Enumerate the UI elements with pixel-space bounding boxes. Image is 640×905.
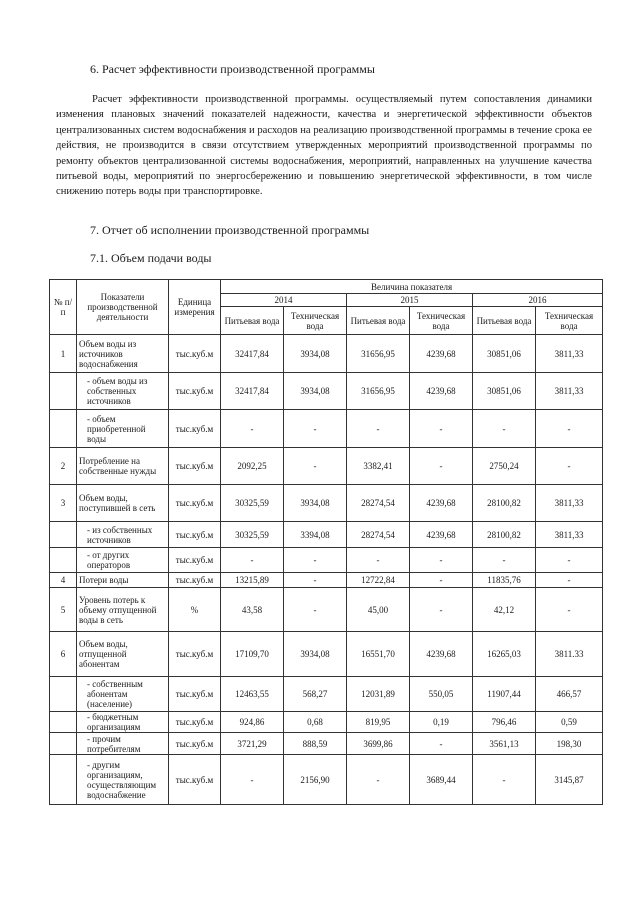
table-row <box>50 410 603 448</box>
row-value: 0,19 <box>410 712 473 733</box>
table-row <box>50 522 603 548</box>
row-value: - <box>284 548 347 573</box>
row-value: 3561,13 <box>473 733 536 755</box>
row-indicator: Уровень потерь к объему отпущенной воды в сеть <box>77 588 169 632</box>
row-value: 3811,33 <box>536 335 603 373</box>
header-year-2015: 2015 <box>347 294 473 307</box>
row-indicator: - объем воды из собственных источников <box>77 373 169 410</box>
row-unit: тыс.куб.м <box>169 448 221 485</box>
row-value: 4239,68 <box>410 485 473 522</box>
row-value: - <box>410 573 473 588</box>
row-indicator: - объем приобретенной воды <box>77 410 169 448</box>
row-value: 3699,86 <box>347 733 410 755</box>
row-unit: тыс.куб.м <box>169 485 221 522</box>
row-value: 3394,08 <box>284 522 347 548</box>
row-value: 42,12 <box>473 588 536 632</box>
row-value: 2750,24 <box>473 448 536 485</box>
row-value: - <box>347 548 410 573</box>
row-value: 796,46 <box>473 712 536 733</box>
row-number <box>50 410 77 448</box>
header-drink-2014: Питьевая вода <box>221 307 284 335</box>
table-row <box>50 335 603 373</box>
row-value: - <box>284 410 347 448</box>
row-number: 4 <box>50 573 77 588</box>
row-number: 2 <box>50 448 77 485</box>
row-value: 3145,87 <box>536 755 603 805</box>
section-6-heading: 6. Расчет эффективности производственной программы <box>90 62 375 76</box>
row-value: - <box>221 410 284 448</box>
row-indicator: - из собственных источников <box>77 522 169 548</box>
row-value: 28100,82 <box>473 485 536 522</box>
row-value: 0,68 <box>284 712 347 733</box>
table-row <box>50 573 603 588</box>
row-value: 4239,68 <box>410 373 473 410</box>
row-value: - <box>473 548 536 573</box>
row-number: 1 <box>50 335 77 373</box>
row-value: - <box>284 588 347 632</box>
row-value: 924,86 <box>221 712 284 733</box>
header-year-2014: 2014 <box>221 294 347 307</box>
row-value: 4239,68 <box>410 632 473 677</box>
header-tech-2016: Техническая вода <box>536 307 603 335</box>
header-tech-2014: Техническая вода <box>284 307 347 335</box>
row-value: 0,59 <box>536 712 603 733</box>
row-value: 3382,41 <box>347 448 410 485</box>
row-value: 32417,84 <box>221 335 284 373</box>
header-drink-2015: Питьевая вода <box>347 307 410 335</box>
section-6-paragraph: Расчет эффективности производственной программы. осуществляемый путем сопоставления динамики изменения плановых значений показателей надежности, качества и энергетической эффективности объектов централизованных систем водоснабжения и расходов на реализацию производственной программы в течение срока ее действия, не производится в связи отсутствием утвержденных мероприятий производственной программы по ремонту объектов централизованной системы водоснабжения, мероприятий, направленных на улучшение качества питьевой воды, мероприятий по энергосбережению и повышению энергетической эффективности, в том числе снижению потерь воды при транспортировке. <box>56 94 592 198</box>
row-value: 30851,06 <box>473 373 536 410</box>
header-unit: Единица измерения <box>169 280 221 335</box>
row-number <box>50 522 77 548</box>
row-value: - <box>410 588 473 632</box>
row-indicator: Потребление на собственные нужды <box>77 448 169 485</box>
row-unit: тыс.куб.м <box>169 573 221 588</box>
row-indicator: - от других операторов <box>77 548 169 573</box>
table-row <box>50 733 603 755</box>
section-7-1-heading: 7.1. Объем подачи воды <box>90 251 212 265</box>
row-value: - <box>473 755 536 805</box>
row-value: 3811.33 <box>536 632 603 677</box>
row-number: 5 <box>50 588 77 632</box>
table-row <box>50 588 603 632</box>
row-indicator: - бюджетным организациям <box>77 712 169 733</box>
row-value: - <box>284 448 347 485</box>
row-indicator: Потери воды <box>77 573 169 588</box>
row-value: - <box>536 448 603 485</box>
header-drink-2016: Питьевая вода <box>473 307 536 335</box>
row-value: 3721,29 <box>221 733 284 755</box>
row-value: 16265,03 <box>473 632 536 677</box>
header-num: № п/п <box>50 280 77 335</box>
row-value: 31656,95 <box>347 373 410 410</box>
table-row <box>50 373 603 410</box>
row-value: 198,30 <box>536 733 603 755</box>
row-indicator: - прочим потребителям <box>77 733 169 755</box>
row-value: - <box>221 755 284 805</box>
row-value: 3811,33 <box>536 373 603 410</box>
row-value: 3934,08 <box>284 485 347 522</box>
row-value: - <box>536 410 603 448</box>
row-value: 31656,95 <box>347 335 410 373</box>
row-value: - <box>410 410 473 448</box>
row-indicator: Объем воды из источников водоснабжения <box>77 335 169 373</box>
row-number <box>50 677 77 712</box>
row-unit: тыс.куб.м <box>169 410 221 448</box>
row-number <box>50 373 77 410</box>
row-indicator: Объем воды, поступившей в сеть <box>77 485 169 522</box>
row-value: 12722,84 <box>347 573 410 588</box>
row-value: 3934,08 <box>284 335 347 373</box>
row-unit: тыс.куб.м <box>169 677 221 712</box>
row-value: 3811,33 <box>536 485 603 522</box>
row-indicator: Объем воды, отпущенной абонентам <box>77 632 169 677</box>
table-row <box>50 485 603 522</box>
row-number <box>50 755 77 805</box>
row-value: 45,00 <box>347 588 410 632</box>
table-row <box>50 677 603 712</box>
row-number <box>50 712 77 733</box>
row-value: 28100,82 <box>473 522 536 548</box>
row-value: 4239,68 <box>410 522 473 548</box>
row-value: 12031,89 <box>347 677 410 712</box>
row-value: 28274,54 <box>347 485 410 522</box>
water-supply-table <box>49 279 603 805</box>
row-value: 43,58 <box>221 588 284 632</box>
table-row <box>50 712 603 733</box>
row-value: 888,59 <box>284 733 347 755</box>
header-year-2016: 2016 <box>473 294 603 307</box>
row-number <box>50 733 77 755</box>
row-unit: тыс.куб.м <box>169 712 221 733</box>
table-row <box>50 448 603 485</box>
row-unit: тыс.куб.м <box>169 522 221 548</box>
row-value: 2156,90 <box>284 755 347 805</box>
row-value: 13215,89 <box>221 573 284 588</box>
row-value: 466,57 <box>536 677 603 712</box>
row-value: 3811,33 <box>536 522 603 548</box>
row-value: 12463,55 <box>221 677 284 712</box>
row-value: - <box>410 548 473 573</box>
row-value: 16551,70 <box>347 632 410 677</box>
table-row <box>50 548 603 573</box>
header-tech-2015: Техническая вода <box>410 307 473 335</box>
row-value: 30325,59 <box>221 485 284 522</box>
row-value: 819,95 <box>347 712 410 733</box>
row-value: 4239,68 <box>410 335 473 373</box>
row-unit: тыс.куб.м <box>169 373 221 410</box>
header-indicator: Показатели производственной деятельности <box>77 280 169 335</box>
row-value: - <box>536 548 603 573</box>
row-value: 30325,59 <box>221 522 284 548</box>
row-value: - <box>284 573 347 588</box>
row-value: 17109,70 <box>221 632 284 677</box>
table-row <box>50 755 603 805</box>
row-value: 3689,44 <box>410 755 473 805</box>
header-value: Величина показателя <box>221 280 603 294</box>
row-value: - <box>410 733 473 755</box>
row-value: - <box>410 448 473 485</box>
row-value: 568,27 <box>284 677 347 712</box>
section-7-heading: 7. Отчет об исполнении производственной программы <box>90 223 370 237</box>
row-value: 28274,54 <box>347 522 410 548</box>
row-unit: тыс.куб.м <box>169 548 221 573</box>
row-value: 30851,06 <box>473 335 536 373</box>
row-number <box>50 548 77 573</box>
row-value: - <box>536 588 603 632</box>
row-number: 6 <box>50 632 77 677</box>
row-value: - <box>347 755 410 805</box>
row-value: 11907,44 <box>473 677 536 712</box>
row-value: - <box>536 573 603 588</box>
row-value: 11835,76 <box>473 573 536 588</box>
row-value: - <box>221 548 284 573</box>
row-number: 3 <box>50 485 77 522</box>
row-value: - <box>347 410 410 448</box>
row-unit: тыс.куб.м <box>169 335 221 373</box>
row-value: - <box>473 410 536 448</box>
row-value: 32417,84 <box>221 373 284 410</box>
table-row <box>50 632 603 677</box>
row-unit: тыс.куб.м <box>169 632 221 677</box>
row-value: 550,05 <box>410 677 473 712</box>
row-indicator: - собственным абонентам (население) <box>77 677 169 712</box>
row-value: 3934,08 <box>284 373 347 410</box>
row-value: 3934,08 <box>284 632 347 677</box>
row-unit: тыс.куб.м <box>169 755 221 805</box>
row-value: 2092,25 <box>221 448 284 485</box>
row-unit: тыс.куб.м <box>169 733 221 755</box>
row-unit: % <box>169 588 221 632</box>
row-indicator: - другим организациям, осуществляющим водоснабжение <box>77 755 169 805</box>
